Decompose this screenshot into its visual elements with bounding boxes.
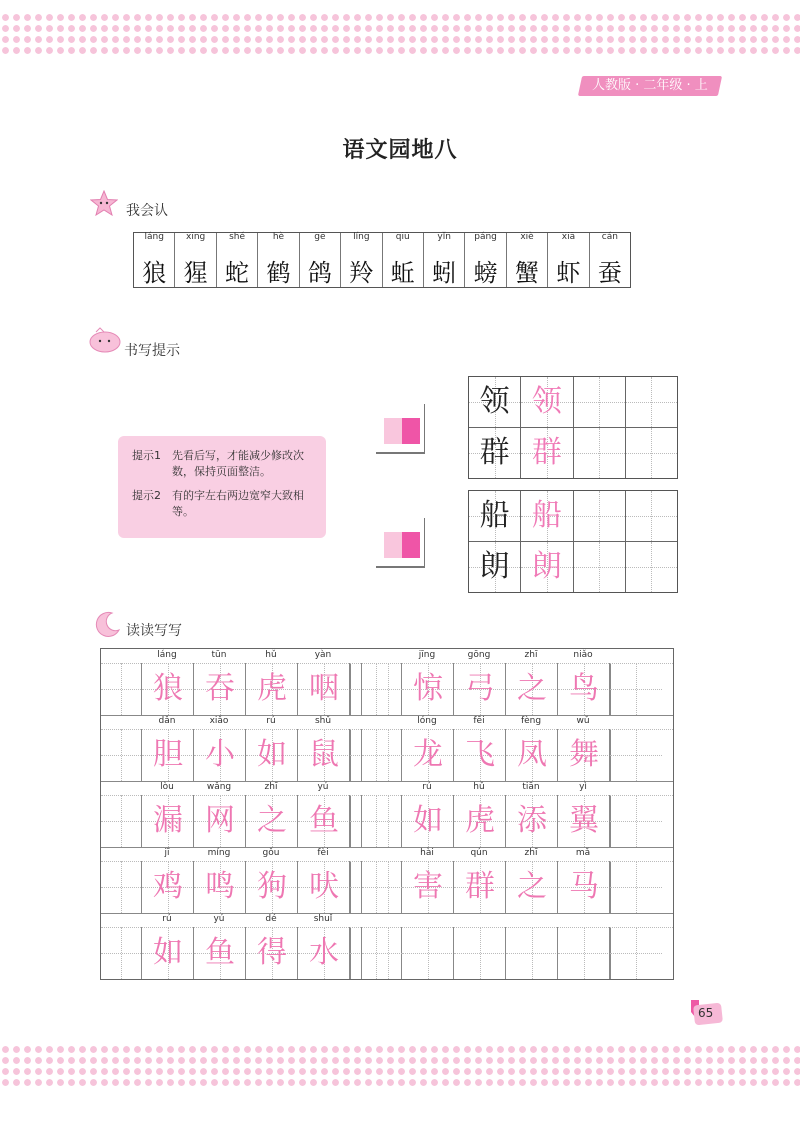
idiom-char: 之 <box>517 671 547 706</box>
idiom-pinyin: yì <box>579 782 587 792</box>
blank-practice-cell <box>101 663 141 715</box>
idiom-pinyin: lóng <box>417 716 437 726</box>
idiom-char-cell <box>297 861 351 913</box>
idiom-char-cell <box>505 663 558 715</box>
idiom-char-cell <box>193 861 246 913</box>
blank-practice-cell <box>625 542 677 592</box>
idiom-pinyin: zhī <box>264 782 278 792</box>
idiom-char: 漏 <box>153 803 183 838</box>
practice-char: 群 <box>479 435 510 470</box>
pinyin-guide-line <box>101 795 673 796</box>
idiom-pinyin: jī <box>164 848 170 858</box>
blank-practice-cell <box>625 377 677 427</box>
idiom-pinyin: gōng <box>467 650 491 660</box>
idiom-char-cell <box>453 795 506 847</box>
blank-practice-cell <box>361 729 414 781</box>
pinyin: yǐn <box>437 232 451 242</box>
idiom-pinyin: shǔ <box>314 716 332 726</box>
pinyin-guide-line <box>101 927 673 928</box>
blank-practice-cell <box>101 927 141 979</box>
practice-char: 领 <box>479 384 510 419</box>
idiom-pinyin: qún <box>470 848 488 858</box>
idiom-char-cell <box>557 927 611 979</box>
section-writing-tips-label: 书写提示 <box>124 343 180 359</box>
idiom-pinyin: gǒu <box>262 848 280 858</box>
idiom-char: 如 <box>153 935 183 970</box>
blank-practice-cell <box>361 795 414 847</box>
idiom-char-cell <box>297 927 351 979</box>
trace-char <box>520 377 572 427</box>
idiom-pinyin: dé <box>265 914 277 924</box>
blank-practice-cell <box>625 491 677 541</box>
idiom-pinyin: láng <box>157 650 177 660</box>
idiom-char: 小 <box>205 737 235 772</box>
pinyin: xīng <box>186 232 206 242</box>
idiom-char-cell <box>453 729 506 781</box>
width-hint-box <box>376 404 425 454</box>
blank-practice-cell <box>609 663 662 715</box>
hanzi: 虾 <box>556 259 581 287</box>
blank-practice-cell <box>101 861 141 913</box>
idiom-pinyin: zhī <box>524 848 538 858</box>
pinyin: xiā <box>561 232 576 242</box>
hanzi: 鹤 <box>266 259 291 287</box>
idiom-char-cell <box>245 795 298 847</box>
idiom-char-cell <box>505 927 558 979</box>
blank-practice-cell <box>361 861 414 913</box>
hanzi: 蟹 <box>515 259 539 287</box>
idiom-pinyin: wǔ <box>576 716 590 726</box>
idiom-pinyin: mǎ <box>575 848 591 858</box>
practice-char: 船 <box>531 498 562 533</box>
idiom-pinyin: wǎng <box>206 782 232 792</box>
read-write-grid <box>100 648 674 980</box>
idiom-pinyin: yú <box>317 782 329 792</box>
pinyin: qiū <box>395 232 410 242</box>
idiom-char-cell <box>557 663 611 715</box>
idiom-char-cell <box>193 795 246 847</box>
idiom-char: 惊 <box>413 671 443 706</box>
idiom-char-cell <box>141 927 194 979</box>
practice-row <box>469 491 677 541</box>
blank-practice-cell <box>573 542 625 592</box>
page-number: 65 <box>698 1006 714 1020</box>
idiom-char: 胆 <box>153 737 183 772</box>
trace-char <box>520 428 572 478</box>
practice-row <box>469 541 677 592</box>
idiom-pinyin: yàn <box>314 650 332 660</box>
idiom-char-cell <box>141 729 194 781</box>
pinyin-guide-line <box>101 861 673 862</box>
idiom-char: 鱼 <box>205 935 235 970</box>
pinyin: líng <box>353 232 370 242</box>
model-char <box>469 428 520 478</box>
section-recognize-label: 我会认 <box>126 203 168 219</box>
hanzi: 狼 <box>142 259 167 287</box>
blank-practice-cell <box>573 491 625 541</box>
blank-practice-cell <box>101 729 141 781</box>
practice-char: 船 <box>479 498 510 533</box>
idiom-char: 之 <box>257 803 287 838</box>
idiom-char: 鸡 <box>153 869 183 904</box>
hanzi: 鸽 <box>307 259 332 287</box>
blank-practice-cell <box>609 729 662 781</box>
idiom-char-cell <box>193 927 246 979</box>
blank-practice-cell <box>609 861 662 913</box>
idiom-char-cell <box>453 861 506 913</box>
idiom-char: 鱼 <box>309 803 339 838</box>
page-number-badge <box>688 998 722 1024</box>
idiom-pinyin: dǎn <box>158 716 176 726</box>
recognize-char-cell <box>299 233 340 287</box>
idiom-pinyin: rú <box>422 782 432 792</box>
pinyin: shé <box>229 232 246 242</box>
idiom-char-cell <box>505 795 558 847</box>
pinyin: xiè <box>520 232 534 242</box>
hanzi: 羚 <box>349 259 374 287</box>
practice-grid <box>468 490 678 593</box>
idiom-pinyin: hǔ <box>473 782 485 792</box>
idiom-pinyin: míng <box>207 848 231 858</box>
cloud-face-icon <box>88 326 122 354</box>
idiom-pinyin: yú <box>213 914 225 924</box>
idiom-pinyin: rú <box>266 716 276 726</box>
idiom-char-cell <box>505 729 558 781</box>
edition-label: 人教版 · 二年级 · 上 <box>578 76 722 96</box>
idiom-char: 虎 <box>465 803 495 838</box>
idiom-char-cell <box>245 927 298 979</box>
idiom-char: 凤 <box>517 737 547 772</box>
idiom-pinyin: shuǐ <box>313 914 333 924</box>
blank-practice-cell <box>625 428 677 478</box>
idiom-char-cell <box>193 663 246 715</box>
pinyin: gē <box>314 232 326 242</box>
idiom-char: 得 <box>257 935 287 970</box>
idiom-char-cell <box>557 729 611 781</box>
blank-practice-cell <box>609 927 662 979</box>
idiom-char: 添 <box>517 803 547 838</box>
recognize-char-cell <box>547 233 588 287</box>
idiom-pinyin: hǔ <box>265 650 277 660</box>
idiom-char: 水 <box>309 935 339 970</box>
idiom-char: 马 <box>569 869 599 904</box>
recognize-table <box>133 232 631 288</box>
idiom-char: 如 <box>257 737 287 772</box>
idiom-char: 吞 <box>205 671 235 706</box>
hanzi: 猩 <box>183 259 208 287</box>
bottom-dot-border <box>0 1044 800 1088</box>
idiom-char-cell <box>245 663 298 715</box>
idiom-char: 翼 <box>569 803 599 838</box>
idiom-char-cell <box>245 729 298 781</box>
idiom-char-cell <box>297 663 351 715</box>
pinyin-guide-line <box>101 729 673 730</box>
idiom-pinyin: tiān <box>522 782 540 792</box>
hanzi: 蚯 <box>390 259 415 287</box>
tip-2: 提示2 有的字左右两边宽窄大致相等。 <box>132 489 304 518</box>
idiom-char: 舞 <box>569 737 599 772</box>
trace-char <box>520 491 572 541</box>
idiom-char-cell <box>453 663 506 715</box>
model-char <box>469 491 520 541</box>
idiom-char-cell <box>141 795 194 847</box>
idiom-pinyin: jīng <box>418 650 436 660</box>
pinyin: láng <box>144 232 164 242</box>
hanzi: 蚓 <box>432 259 457 287</box>
idiom-pinyin: rú <box>162 914 172 924</box>
idiom-char: 鸣 <box>205 869 235 904</box>
idiom-char: 鼠 <box>309 737 339 772</box>
idiom-char-cell <box>193 729 246 781</box>
blank-practice-cell <box>609 795 662 847</box>
idiom-char: 飞 <box>465 737 495 772</box>
idiom-pinyin: xiǎo <box>209 716 229 726</box>
recognize-char-cell <box>423 233 464 287</box>
blank-practice-cell <box>361 663 414 715</box>
practice-row <box>469 427 677 478</box>
recognize-char-cell <box>506 233 547 287</box>
idiom-char: 之 <box>517 869 547 904</box>
recognize-char-cell <box>174 233 215 287</box>
idiom-char-cell <box>245 861 298 913</box>
idiom-pinyin: hài <box>420 848 434 858</box>
practice-row <box>469 377 677 427</box>
idiom-pinyin: fēi <box>473 716 485 726</box>
recognize-char-cell <box>134 233 174 287</box>
practice-char: 朗 <box>479 549 510 584</box>
idiom-char-cell <box>557 795 611 847</box>
idiom-char: 网 <box>205 803 235 838</box>
pinyin: cán <box>601 232 618 242</box>
idiom-char: 咽 <box>309 671 339 706</box>
idiom-char: 如 <box>413 803 443 838</box>
model-char <box>469 542 520 592</box>
pinyin-guide-line <box>101 663 673 664</box>
idiom-char: 弓 <box>465 671 495 706</box>
recognize-char-cell <box>589 233 630 287</box>
idiom-char: 龙 <box>413 737 443 772</box>
idiom-pinyin: zhī <box>524 650 538 660</box>
practice-char: 朗 <box>531 549 562 584</box>
recognize-char-cell <box>382 233 423 287</box>
idiom-char: 鸟 <box>569 671 599 706</box>
recognize-char-cell <box>216 233 257 287</box>
idiom-pinyin: niǎo <box>573 650 593 660</box>
idiom-pinyin: fèi <box>317 848 329 858</box>
idiom-pinyin: tūn <box>211 650 227 660</box>
practice-grid <box>468 376 678 479</box>
top-dot-border <box>0 12 800 58</box>
hanzi: 蛇 <box>225 259 250 287</box>
idiom-char-cell <box>297 795 351 847</box>
idiom-pinyin: lòu <box>160 782 174 792</box>
idiom-char: 狼 <box>153 671 183 706</box>
tip-1: 提示1 先看后写，才能减少修改次数，保持页面整洁。 <box>132 449 304 478</box>
practice-char: 群 <box>531 435 562 470</box>
idiom-pinyin: fèng <box>520 716 542 726</box>
moon-icon <box>92 610 122 638</box>
practice-char: 领 <box>531 384 562 419</box>
idiom-char-cell <box>505 861 558 913</box>
recognize-char-cell <box>340 233 381 287</box>
blank-practice-cell <box>361 927 414 979</box>
idiom-char-cell <box>141 663 194 715</box>
idiom-char: 虎 <box>257 671 287 706</box>
idiom-char: 狗 <box>257 869 287 904</box>
section-read-write-label: 读读写写 <box>126 623 182 639</box>
width-hint-box <box>376 518 425 568</box>
hanzi: 螃 <box>473 259 498 287</box>
blank-practice-cell <box>101 795 141 847</box>
idiom-char-cell <box>557 861 611 913</box>
idiom-char: 害 <box>413 869 443 904</box>
tips-box <box>118 436 326 538</box>
page-title: 语文园地八 <box>342 137 458 163</box>
blank-practice-cell <box>573 428 625 478</box>
hanzi: 蚕 <box>597 259 622 287</box>
pinyin: hè <box>272 232 285 242</box>
recognize-char-cell <box>464 233 505 287</box>
idiom-char-cell <box>297 729 351 781</box>
model-char <box>469 377 520 427</box>
star-icon <box>90 190 118 216</box>
idiom-char: 群 <box>465 869 495 904</box>
trace-char <box>520 542 572 592</box>
recognize-char-cell <box>257 233 298 287</box>
idiom-char: 吠 <box>309 869 339 904</box>
idiom-char-cell <box>453 927 506 979</box>
blank-practice-cell <box>573 377 625 427</box>
pinyin: páng <box>474 232 497 242</box>
idiom-char-cell <box>141 861 194 913</box>
